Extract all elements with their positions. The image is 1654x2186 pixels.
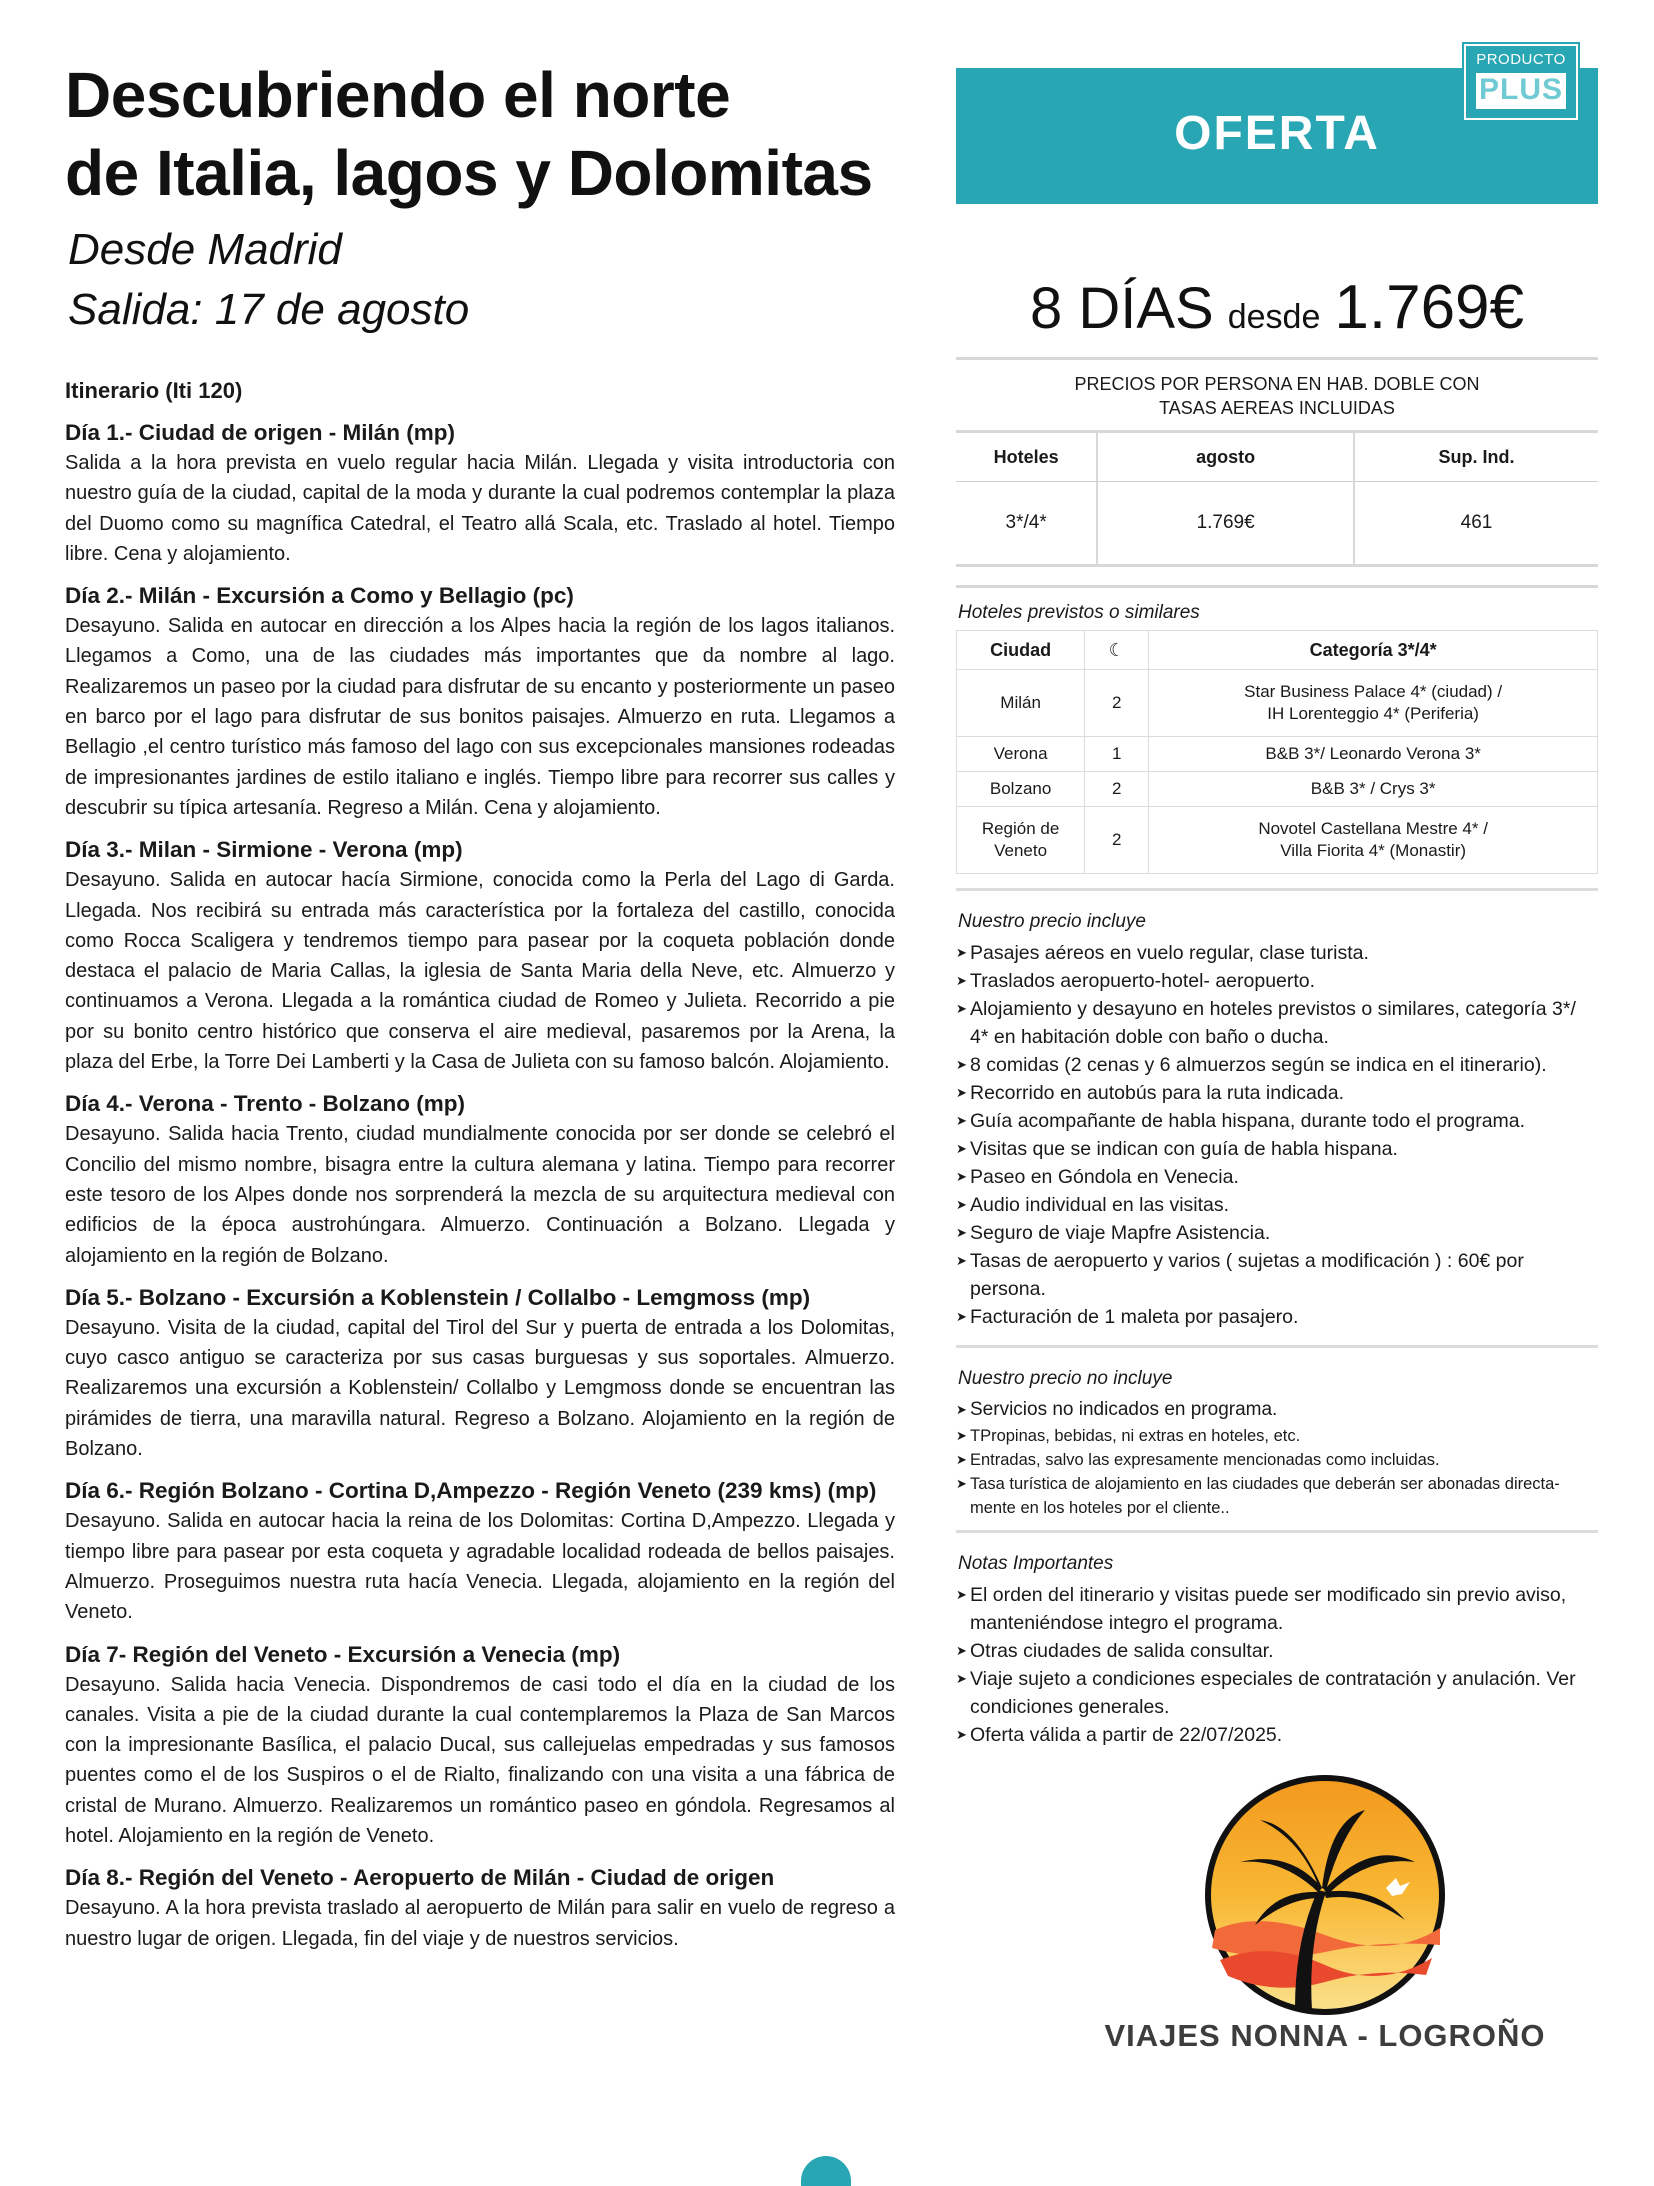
itinerary-days — [65, 418, 895, 1954]
excludes-title: Nuestro precio no incluye — [958, 1368, 1173, 1389]
excludes-item: ➤ TPropinas, bebidas, ni extras en hoteles, etc. — [956, 1424, 1598, 1448]
trip-departure: Salida: 17 de agosto — [68, 285, 470, 334]
day-text: Desayuno. Salida en autocar en dirección a los Alpes hacia la región de los lagos italianos. Llegamos a Como, una de las ciudades más importantes que da nombre al lago. Realizaremos un paseo por la ciudad para disfrutar de su encanto y posteriormente un paseo en barco por el lago para disfrutar de sus bonitos paisajes. Almuerzo en ruta. Llegamos a Bellagio ,el centro turístico más famoso del lago con sus excepcionales mansiones rodeadas de impresionantes jardines de estilo italiano e inglés. Tiempo libre para recorrer sus calles y descubrir su típica artesanía. Regreso a Milán. Cena y alojamiento. — [65, 615, 895, 819]
price-table-row — [956, 482, 1598, 566]
includes-item: ➤ Recorrido en autobús para la ruta indicada. — [956, 1079, 1598, 1107]
hotel-row — [957, 670, 1598, 737]
badge-top-label: PRODUCTO — [1476, 51, 1566, 68]
hotel-name-line1: Novotel Castellana Mestre 4* / — [1258, 819, 1488, 838]
itinerary-day — [65, 418, 895, 569]
hotel-name-line1: Star Business Palace 4* (ciudad) / — [1244, 682, 1503, 701]
offer-column — [956, 46, 1598, 1749]
hotel-row — [957, 737, 1598, 772]
price-header-hotels: Hoteles — [956, 432, 1097, 482]
divider — [956, 585, 1598, 588]
includes-title: Nuestro precio incluye — [958, 911, 1146, 932]
page-edge-tab — [801, 2156, 851, 2186]
hotels-table-header — [957, 631, 1598, 670]
price-cell-supplement: 461 — [1354, 482, 1598, 566]
price-from: desde — [1227, 298, 1321, 336]
price-table — [956, 430, 1598, 567]
includes-list — [956, 939, 1598, 1331]
moon-icon: ☾ — [1085, 631, 1149, 670]
notes-item: ➤ Otras ciudades de salida consultar. — [956, 1637, 1598, 1665]
hotel-nights: 2 — [1085, 670, 1149, 737]
day-title: Día 1.- Ciudad de origen - Milán (mp) — [65, 420, 456, 445]
divider — [956, 888, 1598, 891]
divider — [956, 1345, 1598, 1348]
itinerary-day — [65, 1283, 895, 1464]
notes-item: ➤ El orden del itinerario y visitas puede ser modificado sin previo aviso, manteniéndose integro el programa. — [956, 1581, 1598, 1637]
badge-plus-label: PLUS — [1474, 71, 1568, 111]
day-text: Desayuno. Visita de la ciudad, capital del Tirol del Sur y puerta de entrada a los Dolomitas, cuyo casco antiguo se caracteriza por sus casas burguesas y sus soportales. Almuerzo. Realizaremos una excursión a Koblenstein/ Collalbo y Lemgmoss donde se encuentran las pirámides de tierra, una maravilla natural. Regreso a Bolzano. Alojamiento en la región de Bolzano. — [65, 1316, 895, 1461]
notes-item: ➤ Viaje sujeto a condiciones especiales de contratación y anulación. Ver condiciones generales. — [956, 1665, 1598, 1721]
includes-item: ➤ 8 comidas (2 cenas y 6 almuerzos según se indica en el itinerario). — [956, 1051, 1598, 1079]
price-headline — [956, 272, 1598, 343]
day-text: Desayuno. Salida hacia Venecia. Dispondremos de casi todo el día en la ciudad de los canales. Visita a pie de la ciudad durante la cual contemplaremos la Plaza de San Marcos con la impresionante Basílica, el palacio Ducal, sus callejuelas empedradas y sus famosos puentes como el de los Suspiros o el de Rialto, finalizando con una visita a una fábrica de cristal de Murano. Almuerzo. Realizaremos un romántico paseo en góndola. Regresamos al hotel. Alojamiento en la región de Veneto. — [65, 1673, 895, 1847]
hotel-nights: 2 — [1085, 807, 1149, 874]
day-title: Día 6.- Región Bolzano - Cortina D,Ampezzo - Región Veneto (239 kms) (mp) — [65, 1478, 877, 1504]
itinerary-day — [65, 1476, 895, 1627]
price-table-header — [956, 432, 1598, 482]
day-title: Día 2.- Milán - Excursión a Como y Bellagio (pc) — [65, 583, 574, 609]
trip-title-line2: de Italia, lagos y Dolomitas — [65, 137, 873, 209]
hotels-header-category: Categoría 3*/4* — [1149, 631, 1598, 670]
price-note-line2: TASAS AEREAS INCLUIDAS — [1159, 398, 1395, 418]
excludes-item: ➤ Entradas, salvo las expresamente mencionadas como incluidas. — [956, 1448, 1598, 1472]
hotel-city-line2: Veneto — [994, 841, 1048, 860]
hotel-names: B&B 3* / Crys 3* — [1149, 772, 1598, 807]
price-header-month: agosto — [1097, 432, 1354, 482]
includes-item: ➤ Visitas que se indican con guía de habla hispana. — [956, 1135, 1598, 1163]
hotels-title: Hoteles previstos o similares — [958, 602, 1200, 623]
includes-item: ➤ Paseo en Góndola en Venecia. — [956, 1163, 1598, 1191]
itinerary-day — [65, 1863, 895, 1954]
trip-origin: Desde Madrid — [68, 225, 342, 274]
day-text: Desayuno. Salida hacia Trento, ciudad mundialmente conocida por ser donde se celebró el Concilio del mismo nombre, bisagra entre la cultura alemana y latina. Tiempo para recorrer este tesoro de los Alpes donde nos sorprenderá la mezcla de su arquitectura medieval con edificios de la época austrohúngara. Almuerzo. Continuación a Bolzano. Llegada y alojamiento en la región de Bolzano. — [65, 1123, 895, 1267]
excludes-item: ➤ Servicios no indicados en programa. — [956, 1396, 1598, 1424]
logo-graphic — [1200, 1770, 1450, 2020]
hotel-city: Bolzano — [957, 772, 1085, 807]
itinerary-column — [65, 56, 895, 1966]
agency-name: VIAJES NONNA - LOGROÑO — [1104, 2018, 1546, 2053]
itinerary-day — [65, 581, 895, 823]
hotel-city: Milán — [957, 670, 1085, 737]
price-days: 8 DÍAS — [1029, 276, 1214, 341]
price-cell-price: 1.769€ — [1097, 482, 1354, 566]
notes-item: ➤ Oferta válida a partir de 22/07/2025. — [956, 1721, 1598, 1749]
hotel-names — [1149, 807, 1598, 874]
price-note — [956, 372, 1598, 420]
price-cell-category: 3*/4* — [956, 482, 1097, 566]
itinerary-day — [65, 1640, 895, 1852]
includes-item: ➤ Facturación de 1 maleta por pasajero. — [956, 1303, 1598, 1331]
hotel-names — [1149, 670, 1598, 737]
hotel-city: Verona — [957, 737, 1085, 772]
hotel-row — [957, 772, 1598, 807]
offer-banner — [956, 51, 1598, 204]
excludes-item: ➤ Tasa turística de alojamiento en las ciudades que deberán ser abonadas directa-mente en los hoteles por el cliente.. — [956, 1472, 1598, 1520]
day-title: Día 5.- Bolzano - Excursión a Koblenstein / Collalbo - Lemgmoss (mp) — [65, 1284, 811, 1310]
includes-item: ➤ Tasas de aeropuerto y varios ( sujetas a modificación ) : 60€ por persona. — [956, 1247, 1598, 1303]
price-amount: 1.769€ — [1334, 273, 1525, 342]
producto-plus-badge — [1464, 44, 1578, 120]
day-text: Desayuno. A la hora prevista traslado al aeropuerto de Milán para salir en vuelo de regreso a nuestro lugar de origen. Llegada, fin del viaje y de nuestros servicios. — [65, 1897, 895, 1950]
palm-tree-sunset-logo — [1200, 1770, 1450, 2020]
itinerary-day — [65, 835, 895, 1077]
includes-item: ➤ Traslados aeropuerto-hotel- aeropuerto. — [956, 967, 1598, 995]
trip-title-line1: Descubriendo el norte — [65, 59, 731, 131]
price-note-line1: PRECIOS POR PERSONA EN HAB. DOBLE CON — [1074, 374, 1480, 394]
day-text: Desayuno. Salida en autocar hacía Sirmione, conocida como la Perla del Lago di Garda. Llegada. Nos recibirá su entrada más característica por la fortaleza del castillo, conocida como Rocca Scaligera y tendremos tiempo para pasear por la coqueta población donde destaca el palacio de Maria Callas, la iglesia de Santa Maria della Neve, etc. Almuerzo y continuamos a Verona. Llegada a la romántica ciudad de Romeo y Julieta. Recorrido a pie por su bonito centro histórico que conserva el aire medieval, pasaremos por la Arena, la plaza del Erbe, la Torre Dei Lamberti y la Casa de Julieta con su famoso balcón. Alojamiento. — [65, 869, 895, 1074]
day-title: Día 8.- Región del Veneto - Aeropuerto de Milán - Ciudad de origen — [65, 1865, 775, 1891]
day-title: Día 7- Región del Veneto - Excursión a Venecia (mp) — [65, 1641, 621, 1667]
hotel-nights: 2 — [1085, 772, 1149, 807]
trip-title — [65, 56, 895, 212]
hotel-name-line2: Villa Fiorita 4* (Monastir) — [1280, 841, 1467, 860]
includes-item: ➤ Seguro de viaje Mapfre Asistencia. — [956, 1219, 1598, 1247]
divider — [956, 1530, 1598, 1533]
hotel-nights: 1 — [1085, 737, 1149, 772]
day-text: Desayuno. Salida en autocar hacia la reina de los Dolomitas: Cortina D,Ampezzo. Llegada y tiempo libre para pasear por esta coqueta y agradable localidad rodeada de bellos paisajes. Almuerzo. Proseguimos nuestra ruta hacía Venecia. Llegada, alojamiento en la región del Veneto. — [65, 1510, 895, 1624]
excludes-list — [956, 1396, 1598, 1520]
hotels-table — [956, 630, 1598, 874]
offer-banner-label: OFERTA — [1174, 107, 1380, 160]
hotel-names: B&B 3*/ Leonardo Verona 3* — [1149, 737, 1598, 772]
hotel-name-line2: IH Lorenteggio 4* (Periferia) — [1267, 704, 1479, 723]
hotel-city-line1: Región de — [981, 819, 1060, 838]
includes-item: ➤ Pasajes aéreos en vuelo regular, clase turista. — [956, 939, 1598, 967]
notes-list — [956, 1581, 1598, 1749]
includes-item: ➤ Alojamiento y desayuno en hoteles previstos o similares, categoría 3*/ 4* en habitación doble con baño o ducha. — [956, 995, 1598, 1051]
includes-item: ➤ Guía acompañante de habla hispana, durante todo el programa. — [956, 1107, 1598, 1135]
hotels-header-city: Ciudad — [957, 631, 1085, 670]
hotel-city — [957, 807, 1085, 874]
itinerary-day — [65, 1089, 895, 1270]
hotel-row — [957, 807, 1598, 874]
divider — [956, 357, 1598, 360]
day-title: Día 4.- Verona - Trento - Bolzano (mp) — [65, 1091, 466, 1117]
includes-item: ➤ Audio individual en las visitas. — [956, 1191, 1598, 1219]
day-title: Día 3.- Milan - Sirmione - Verona (mp) — [65, 837, 463, 863]
notes-title: Notas Importantes — [958, 1553, 1114, 1574]
itinerary-heading: Itinerario (Iti 120) — [65, 378, 243, 403]
day-text: Salida a la hora prevista en vuelo regular hacia Milán. Llegada y visita introductoria con nuestro guía de la ciudad, capital de la moda y durante la cual podremos contemplar la plaza del Duomo como su magnífica Catedral, el Teatro allá Scala, etc. Traslado al hotel. Tiempo libre. Cena y alojamiento. — [65, 452, 895, 565]
price-header-supplement: Sup. Ind. — [1354, 432, 1598, 482]
